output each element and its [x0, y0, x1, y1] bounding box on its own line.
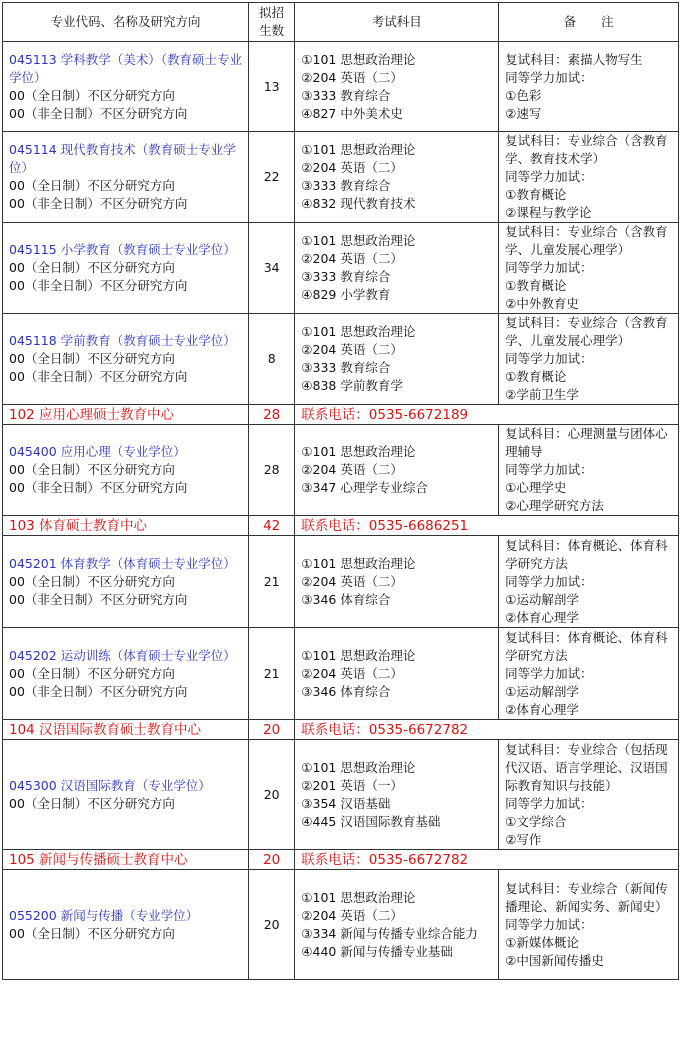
- note-cell: [499, 740, 679, 850]
- exam-subject: ①101 思想政治理论: [301, 444, 416, 459]
- program-direction: 00（非全日制）不区分研究方向: [9, 480, 188, 495]
- table-row: [3, 870, 679, 980]
- note-line: 同等学力加试：: [505, 573, 593, 589]
- program-cell: [3, 870, 249, 980]
- program-direction: 00（全日制）不区分研究方向: [9, 462, 175, 477]
- exam-subject: ①101 思想政治理论: [301, 324, 416, 339]
- exam-cell: [295, 132, 499, 223]
- exam-subject: ④832 现代教育技术: [301, 196, 416, 211]
- note-line: 复试科目：专业综合（新闻传播理论、新闻实务、新闻史）: [505, 880, 668, 914]
- exam-subject: ②204 英语（二）: [301, 462, 403, 477]
- table-row: [3, 740, 679, 850]
- exam-subject: ①101 思想政治理论: [301, 142, 416, 157]
- center-name: 105 新闻与传播硕士教育中心: [3, 850, 249, 870]
- note-line: ①心理学史: [505, 480, 567, 495]
- exam-subject: ③347 心理学专业综合: [301, 480, 428, 495]
- note-line: 复试科目：素描人物写生: [505, 51, 643, 67]
- exam-cell: [295, 536, 499, 628]
- exam-cell: [295, 425, 499, 516]
- exam-subject: ④829 小学教育: [301, 287, 391, 302]
- note-line: ①教育概论: [505, 278, 567, 293]
- exam-subject: ③333 教育综合: [301, 87, 391, 103]
- center-row: [3, 405, 679, 425]
- table-row: [3, 42, 679, 132]
- note-line: 复试科目：体育概论、体育科学研究方法: [505, 629, 668, 663]
- exam-subject: ③346 体育综合: [301, 591, 391, 607]
- exam-subject: ①101 思想政治理论: [301, 889, 416, 905]
- note-line: 复试科目：专业综合（含教育学、教育技术学）: [505, 133, 668, 166]
- table-row: [3, 223, 679, 314]
- center-quota: 42: [249, 516, 295, 536]
- exam-cell: [295, 314, 499, 405]
- admission-table: [2, 2, 679, 980]
- exam-subject: ②204 英语（二）: [301, 251, 403, 266]
- note-line: ①色彩: [505, 87, 542, 103]
- center-phone: 联系电话：0535-6686251: [295, 516, 679, 536]
- note-cell: [499, 628, 679, 720]
- program-title: 045300 汉语国际教育（专业学位）: [9, 777, 211, 793]
- note-line: 同等学力加试：: [505, 351, 593, 366]
- exam-subject: ②204 英语（二）: [301, 69, 403, 85]
- center-row: [3, 516, 679, 536]
- note-line: 同等学力加试：: [505, 462, 593, 477]
- center-phone: 联系电话：0535-6672782: [295, 720, 679, 740]
- note-line: ②体育心理学: [505, 609, 579, 625]
- note-line: ②学前卫生学: [505, 387, 579, 402]
- quota-cell: 20: [249, 740, 295, 850]
- exam-subject: ④445 汉语国际教育基础: [301, 813, 441, 829]
- exam-subject: ②204 英语（二）: [301, 573, 403, 589]
- program-title: 045202 运动训练（体育硕士专业学位）: [9, 647, 236, 663]
- exam-cell: [295, 223, 499, 314]
- quota-cell: 8: [249, 314, 295, 405]
- exam-subject: ②204 英语（二）: [301, 160, 403, 175]
- program-direction: 00（全日制）不区分研究方向: [9, 665, 175, 681]
- exam-subject: ③333 教育综合: [301, 269, 391, 284]
- exam-subject: ④440 新闻与传播专业基础: [301, 943, 453, 959]
- program-title: 045201 体育教学（体育硕士专业学位）: [9, 555, 236, 571]
- note-line: ②体育心理学: [505, 701, 579, 717]
- exam-subject: ②204 英语（二）: [301, 342, 403, 357]
- quota-cell: 13: [249, 42, 295, 132]
- note-line: 复试科目：专业综合（含教育学、儿童发展心理学）: [505, 224, 668, 257]
- exam-subject: ③346 体育综合: [301, 683, 391, 699]
- exam-subject: ②204 英语（二）: [301, 907, 403, 923]
- header-program: 专业代码、名称及研究方向: [3, 3, 249, 42]
- note-line: ①运动解剖学: [505, 591, 579, 607]
- program-title: 045118 学前教育（教育硕士专业学位）: [9, 333, 236, 348]
- table-row: [3, 628, 679, 720]
- exam-subject: ④838 学前教育学: [301, 378, 403, 393]
- note-line: ①新媒体概论: [505, 934, 579, 950]
- program-direction: 00（全日制）不区分研究方向: [9, 351, 175, 366]
- note-line: ②心理学研究方法: [505, 498, 604, 513]
- note-line: 同等学力加试：: [505, 665, 593, 681]
- note-cell: [499, 314, 679, 405]
- program-direction: 00（非全日制）不区分研究方向: [9, 369, 188, 384]
- program-direction: 00（全日制）不区分研究方向: [9, 178, 175, 193]
- program-direction: 00（全日制）不区分研究方向: [9, 87, 175, 103]
- note-line: ②速写: [505, 105, 542, 121]
- program-title: 045115 小学教育（教育硕士专业学位）: [9, 242, 236, 257]
- exam-subject: ①101 思想政治理论: [301, 51, 416, 67]
- note-line: 同等学力加试：: [505, 169, 593, 184]
- center-name: 102 应用心理硕士教育中心: [3, 405, 249, 425]
- table-row: [3, 536, 679, 628]
- program-cell: [3, 536, 249, 628]
- note-cell: [499, 870, 679, 980]
- exam-subject: ①101 思想政治理论: [301, 647, 416, 663]
- center-quota: 20: [249, 720, 295, 740]
- program-cell: [3, 314, 249, 405]
- quota-cell: 22: [249, 132, 295, 223]
- exam-cell: [295, 42, 499, 132]
- header-quota: [249, 3, 295, 42]
- note-line: ②课程与教学论: [505, 205, 592, 220]
- note-line: 复试科目：专业综合（包括现代汉语、语言学理论、汉语国际教育知识与技能）: [505, 741, 668, 793]
- center-row: [3, 850, 679, 870]
- center-quota: 28: [249, 405, 295, 425]
- program-direction: 00（全日制）不区分研究方向: [9, 573, 175, 589]
- note-cell: [499, 42, 679, 132]
- program-direction: 00（非全日制）不区分研究方向: [9, 278, 188, 293]
- note-cell: [499, 132, 679, 223]
- program-direction: 00（全日制）不区分研究方向: [9, 925, 175, 941]
- program-direction: 00（非全日制）不区分研究方向: [9, 591, 188, 607]
- program-direction: 00（全日制）不区分研究方向: [9, 795, 175, 811]
- program-cell: [3, 628, 249, 720]
- note-cell: [499, 223, 679, 314]
- program-cell: [3, 223, 249, 314]
- program-title: 055200 新闻与传播（专业学位）: [9, 907, 199, 923]
- table-row: [3, 425, 679, 516]
- quota-cell: 21: [249, 628, 295, 720]
- header-note: 备 注: [499, 3, 679, 42]
- exam-subject: ①101 思想政治理论: [301, 759, 416, 775]
- center-name: 103 体育硕士教育中心: [3, 516, 249, 536]
- exam-cell: [295, 628, 499, 720]
- note-line: ①运动解剖学: [505, 683, 579, 699]
- exam-cell: [295, 870, 499, 980]
- header-row: [3, 3, 679, 42]
- exam-subject: ②201 英语（一）: [301, 777, 403, 793]
- quota-cell: 20: [249, 870, 295, 980]
- note-line: 复试科目：体育概论、体育科学研究方法: [505, 537, 668, 571]
- header-quota-line1: 拟招: [259, 5, 285, 20]
- center-quota: 20: [249, 850, 295, 870]
- header-exam: 考试科目: [295, 3, 499, 42]
- center-row: [3, 720, 679, 740]
- exam-subject: ③333 教育综合: [301, 360, 391, 375]
- exam-subject: ③334 新闻与传播专业综合能力: [301, 925, 478, 941]
- exam-subject: ②204 英语（二）: [301, 665, 403, 681]
- program-direction: 00（非全日制）不区分研究方向: [9, 105, 188, 121]
- center-phone: 联系电话：0535-6672189: [295, 405, 679, 425]
- program-title: 045114 现代教育技术（教育硕士专业学位）: [9, 142, 236, 175]
- program-cell: [3, 740, 249, 850]
- program-cell: [3, 42, 249, 132]
- note-line: 同等学力加试：: [505, 795, 593, 811]
- note-line: ①教育概论: [505, 187, 567, 202]
- note-line: 同等学力加试：: [505, 260, 593, 275]
- note-cell: [499, 536, 679, 628]
- exam-cell: [295, 740, 499, 850]
- header-quota-line2: 生数: [259, 23, 285, 38]
- note-line: ②中外教育史: [505, 296, 579, 311]
- note-line: ②写作: [505, 831, 542, 847]
- note-line: 同等学力加试：: [505, 69, 593, 85]
- table-row: [3, 132, 679, 223]
- program-direction: 00（非全日制）不区分研究方向: [9, 196, 188, 211]
- quota-cell: 28: [249, 425, 295, 516]
- note-line: ①教育概论: [505, 369, 567, 384]
- center-name: 104 汉语国际教育硕士教育中心: [3, 720, 249, 740]
- note-line: 复试科目：专业综合（含教育学、儿童发展心理学）: [505, 315, 668, 348]
- program-title: 045400 应用心理（专业学位）: [9, 444, 186, 459]
- note-line: 复试科目：心理测量与团体心理辅导: [505, 426, 668, 459]
- program-cell: [3, 425, 249, 516]
- table-row: [3, 314, 679, 405]
- note-line: 同等学力加试：: [505, 916, 593, 932]
- exam-subject: ④827 中外美术史: [301, 105, 403, 121]
- program-direction: 00（非全日制）不区分研究方向: [9, 683, 188, 699]
- exam-subject: ③354 汉语基础: [301, 795, 391, 811]
- exam-subject: ①101 思想政治理论: [301, 555, 416, 571]
- quota-cell: 21: [249, 536, 295, 628]
- note-cell: [499, 425, 679, 516]
- exam-subject: ③333 教育综合: [301, 178, 391, 193]
- program-cell: [3, 132, 249, 223]
- note-line: ②中国新闻传播史: [505, 952, 604, 968]
- note-line: ①文学综合: [505, 813, 567, 829]
- center-phone: 联系电话：0535-6672782: [295, 850, 679, 870]
- exam-subject: ①101 思想政治理论: [301, 233, 416, 248]
- quota-cell: 34: [249, 223, 295, 314]
- program-title: 045113 学科教学（美术）（教育硕士专业学位）: [9, 51, 242, 85]
- program-direction: 00（全日制）不区分研究方向: [9, 260, 175, 275]
